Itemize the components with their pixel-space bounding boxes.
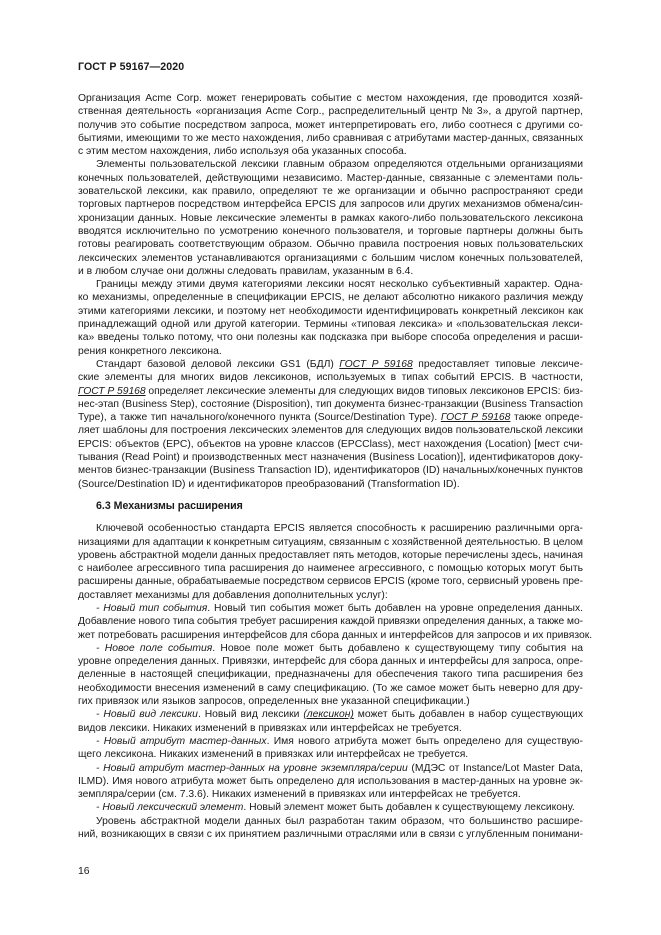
text-line: торговых партнеров посредством интерфейса EPCIS для запросов или других механизмов обмена/син- bbox=[78, 199, 583, 211]
paragraph-p6 bbox=[78, 602, 593, 642]
text-line: необходимости внесения изменений в саму спецификацию. (То же самое может быть неверно для дру- bbox=[78, 682, 583, 694]
paragraph-p11 bbox=[78, 801, 583, 814]
text-line: ментов бизнес-транзакции (Business Transaction ID), идентификаторов (ID) начальных/конечных пунктов bbox=[78, 465, 583, 477]
text-line: Уровень абстрактной модели данных был разработан таким образом, что большинство расшире- bbox=[96, 815, 583, 827]
page-number: 16 bbox=[78, 866, 90, 877]
paragraph-p10 bbox=[78, 762, 583, 802]
text-line: ний, возникающих в связи с их принятием различными отраслями или в связи с углубленным понимани- bbox=[78, 829, 584, 841]
text-line: Type), а также тип начального/конечного пункта (Source/Destination Type). ГОСТ Р 59168 также опреде- bbox=[78, 412, 583, 424]
text-line: конечных пользователей, действующими независимо. Мастер-данные, связанные с элементами поль- bbox=[78, 172, 583, 184]
text-line: EPCIS: объектов (EPC), объектов на уровне классов (EPCClass), мест нахождения (Location) [мест счи- bbox=[78, 438, 583, 450]
text-line: ГОСТ Р 59168 определяет лексические элементы для следующих видов типовых лексиконов EPCIS: биз- bbox=[78, 385, 583, 397]
paragraph-p5 bbox=[78, 522, 583, 602]
text-line: принадлежащий одной или другой категории. Термины «типовая лексика» и «пользовательская лекси- bbox=[78, 319, 583, 331]
text-line: видов лексики. Никаких изменений в привязках или интерфейсах не требуется. bbox=[78, 722, 462, 734]
paragraph-p8 bbox=[78, 708, 583, 735]
text-line: бытиями, имеющими то же место нахождения, либо сравнивая с атрибутами мастер-данных, связанных bbox=[78, 132, 583, 144]
text-line: Стандарт базовой деловой лексики GS1 (БДЛ) ГОСТ Р 59168 предоставляет типовые лексиче- bbox=[96, 358, 583, 370]
text-line: - Новый атрибут мастер-данных на уровне экземпляра/серии (МДЭС от Instance/Lot Master Data, bbox=[96, 762, 583, 774]
italic-term: - Новый вид лексики bbox=[96, 709, 198, 721]
text-line: Организация Acme Corp. может генерировать событие с местом нахождения, где проводится хозяй- bbox=[78, 93, 583, 104]
text-line: низациями для адаптации к конкретным ситуациям, связанным с хозяйственной деятельностью. В целом bbox=[78, 536, 583, 548]
standard-reference: ГОСТ Р 59168 bbox=[339, 358, 413, 370]
text-line: вводятся исключительно по усмотрению конечного пользователя, и торговые партнеры должны быть bbox=[78, 225, 583, 237]
italic-term: - Новый атрибут мастер-данных на уровне экземпляра/серии bbox=[96, 762, 408, 774]
text-line: ственная деятельность «организация Acme Corp., распределительный центр № 3», а другой партнер, bbox=[78, 106, 583, 118]
text-line: готовы реагировать соответствующим образом. Обычно правила построения новых пользовательских bbox=[78, 239, 583, 251]
text-line: рения конкретного лексикона. bbox=[78, 345, 222, 357]
text-line: лексических элементов устанавливаются организациями с большим числом конечных пользователей, bbox=[78, 252, 583, 264]
text-line: (Source/Destination ID) и идентификаторов преобразований (Transformation ID). bbox=[78, 478, 460, 490]
text-line: ские элементы для многих видов лексиконов, используемых в типах событий EPCIS. В частности, bbox=[78, 372, 583, 384]
text-line: деленные в настоящей спецификации, предназначены для обеспечения такого типа расширения без bbox=[78, 669, 583, 681]
body-part-1 bbox=[78, 92, 583, 491]
text-line: хронизации данных. Новые лексические элементы в рамках какого-либо пользовательского лексикона bbox=[78, 212, 583, 224]
italic-term: - Новый атрибут мастер-данных bbox=[96, 735, 267, 747]
italic-term: - Новый лексический элемент bbox=[96, 802, 244, 814]
text-line: Границы между этими двумя категориями лексики носят несколько субъективный характер. Одна- bbox=[96, 279, 583, 291]
text-line: Ключевой особенностью стандарта EPCIS является способность к расширению различными орга- bbox=[96, 523, 583, 535]
text-line: - Новый вид лексики. Новый вид лексики (лексикон) может быть добавлен в набор существующих bbox=[96, 709, 584, 721]
body-part-2 bbox=[78, 522, 593, 841]
italic-term: - Новый тип события bbox=[96, 602, 208, 614]
text-line: с этим местом нахождения, либо используя оба указанных способа. bbox=[78, 146, 407, 158]
text-line: гих привязок или языков запросов, определенных вне указанной спецификации.) bbox=[78, 696, 470, 708]
text-line: этими категориями лексики, и поэтому нет необходимости идентифицировать конкретный лексикон как bbox=[78, 305, 583, 317]
text-line: ляет шаблоны для построения лексических элементов для следующих видов пользовательской лексики bbox=[78, 425, 583, 437]
text-line: тывания (Read Point) и производственных мест назначения (Business Location)], идентификаторов доку- bbox=[78, 452, 583, 464]
paragraph-p2 bbox=[78, 158, 583, 278]
text-line: с наиболее агрессивного типа расширения до наименее агрессивного, с помощью которых могут быть bbox=[78, 563, 583, 575]
text-line: щего лексикона. Никаких изменений в привязках или интерфейсах не требуется. bbox=[78, 749, 469, 761]
text-line: Добавление нового типа события требует расширения каждой привязки определения данных, а также мо- bbox=[78, 616, 583, 628]
standard-reference: (лексикон) bbox=[303, 709, 354, 721]
text-line: ILMD). Имя нового атрибута может быть определено для использования в мастер-данных на уровне эк- bbox=[78, 775, 583, 787]
text-line: - Новое поле события. Новое поле может быть добавлено к существующему типу события на bbox=[96, 642, 583, 654]
text-line: расширены данные, обрабатываемые посредством сервисов EPCIS (кроме того, сервисный уровень пре- bbox=[78, 576, 583, 588]
text-line: - Новый лексический элемент. Новый элемент может быть добавлен к существующему лексикону. bbox=[96, 802, 575, 814]
text-line: - Новый тип события. Новый тип события может быть добавлен на уровне определения данных. bbox=[96, 602, 583, 614]
text-line: получив это событие посредством запроса, может интерпретировать его, либо соотнеся с другими со- bbox=[78, 119, 583, 131]
section-heading: 6.3 Механизмы расширения bbox=[96, 499, 243, 512]
paragraph-p1 bbox=[78, 92, 583, 158]
text-line: и в любом случае они должны следовать правилам, указанным в 6.4. bbox=[78, 265, 414, 277]
text-line: уровень абстрактной модели данных предоставляет пять методов, которые перечислены здесь, начиная bbox=[78, 549, 583, 561]
text-line: нес-этап (Business Step), состояние (Disposition), тип документа бизнес-транзакции (Business Transaction bbox=[78, 398, 583, 410]
document-body bbox=[78, 92, 593, 841]
text-line: доставляет механизмы для добавления дополнительных услуг): bbox=[78, 589, 388, 601]
text-line: ка» введены только потому, что они полезны как подсказка при выборе способа определения и расши- bbox=[78, 332, 583, 344]
paragraph-p4 bbox=[78, 358, 583, 491]
paragraph-p12 bbox=[78, 815, 583, 842]
paragraph-p3 bbox=[78, 278, 583, 358]
text-line: Элементы пользовательской лексики главным образом определяются отдельными организациями bbox=[96, 159, 583, 171]
paragraph-p9 bbox=[78, 735, 583, 762]
text-line: жет потребовать расширения интерфейсов для сбора данных и интерфейсов для запросов и их привязок. bbox=[78, 629, 593, 641]
text-line: зовательской лексики, как правило, определяют те же организации и обычно распространяют среди bbox=[78, 186, 583, 198]
standard-reference: ГОСТ Р 59168 bbox=[440, 412, 511, 424]
document-header: ГОСТ Р 59167—2020 bbox=[78, 61, 185, 73]
standard-reference: ГОСТ Р 59168 bbox=[78, 385, 146, 397]
italic-term: - Новое поле события bbox=[96, 642, 213, 654]
paragraph-p7 bbox=[78, 642, 583, 708]
text-line: земпляра/серии (см. 7.3.6). Никаких изменений в привязках или интерфейсах не требуется. bbox=[78, 789, 521, 801]
text-line: ко механизмы, определенные в спецификации EPCIS, не делают абсолютно никакого различия между bbox=[78, 292, 583, 304]
text-line: уровне определения данных. Привязки, интерфейс для сбора данных и интерфейсы для запроса, опре- bbox=[78, 656, 583, 668]
text-line: - Новый атрибут мастер-данных. Имя нового атрибута может быть определено для существую- bbox=[96, 735, 583, 747]
